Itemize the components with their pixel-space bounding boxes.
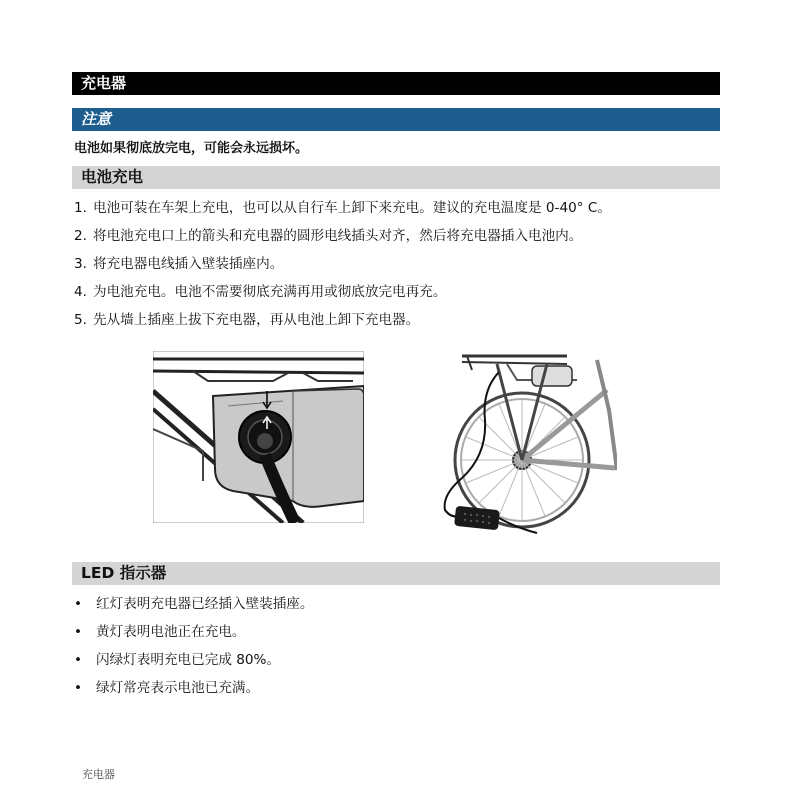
step-item (74, 197, 611, 225)
bicycle-charging-illustration (437, 350, 617, 540)
step-number: 1. (74, 200, 87, 216)
page-footer: 充电器 (82, 768, 115, 781)
list-item-text: 黄灯表明电池正在充电。 (96, 624, 246, 640)
step-text: 先从墙上插座上拔下充电器，再从电池上卸下充电器。 (93, 312, 420, 328)
step-number: 3. (74, 256, 87, 272)
step-number: 2. (74, 228, 87, 244)
step-item (74, 225, 611, 253)
bullet-icon: • (74, 624, 83, 640)
list-item (74, 649, 314, 677)
section-title-charger: 充电器 (72, 72, 720, 95)
step-number: 5. (74, 312, 87, 328)
step-item (74, 253, 611, 281)
notice-title: 注意 (72, 108, 720, 131)
warning-text: 电池如果彻底放完电，可能会永远损坏。 (74, 141, 309, 156)
step-text: 将充电器电线插入壁装插座内。 (93, 256, 284, 272)
step-text: 为电池充电。电池不需要彻底充满再用或彻底放完电再充。 (93, 284, 447, 300)
step-text: 将电池充电口上的箭头和充电器的圆形电线插头对齐，然后将充电器插入电池内。 (93, 228, 583, 244)
list-item (74, 677, 314, 705)
list-item (74, 621, 314, 649)
step-item (74, 281, 611, 309)
section-title-battery-charging: 电池充电 (72, 166, 720, 189)
step-text: 电池可装在车架上充电，也可以从自行车上卸下来充电。建议的充电温度是 0-40° C。 (93, 200, 611, 216)
charging-steps (74, 197, 611, 337)
list-item (74, 593, 314, 621)
step-number: 4. (74, 284, 87, 300)
list-item-text: 绿灯常亮表示电池已充满。 (96, 680, 260, 696)
bullet-icon: • (74, 596, 83, 612)
bullet-icon: • (74, 680, 83, 696)
led-indicator-list (74, 593, 314, 705)
bullet-icon: • (74, 652, 83, 668)
section-title-led-indicator: LED 指示器 (72, 562, 720, 585)
step-item (74, 309, 611, 337)
list-item-text: 闪绿灯表明充电已完成 80%。 (96, 652, 281, 668)
battery-plug-illustration (153, 351, 364, 523)
list-item-text: 红灯表明充电器已经插入壁装插座。 (96, 596, 314, 612)
